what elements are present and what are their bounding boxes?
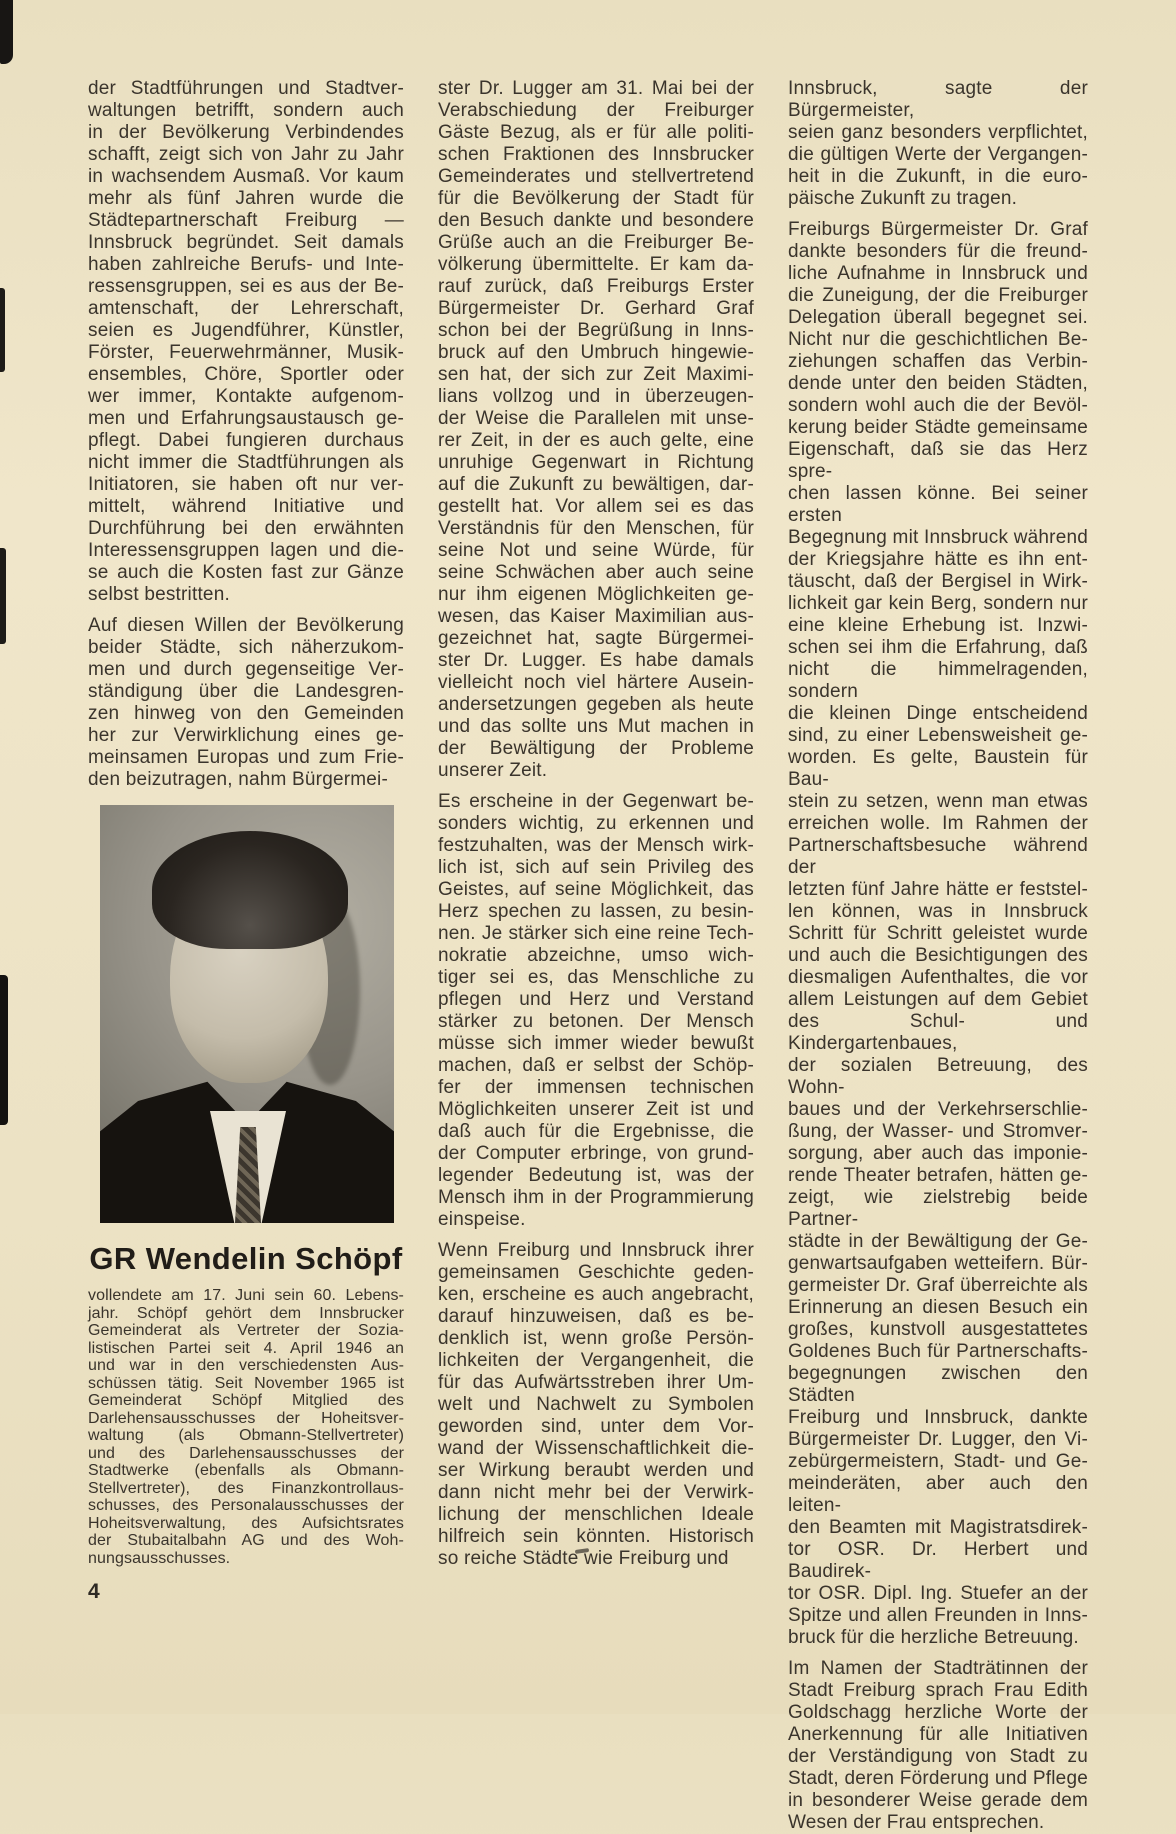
text-line: der Verständigung von Stadt zu xyxy=(788,1746,1088,1767)
text-line: fer der immensen technischen xyxy=(438,1077,754,1098)
text-line: seine Schwächen aber auch seine xyxy=(438,562,754,583)
text-line: geworden sind, unter dem Vor- xyxy=(438,1416,754,1437)
text-line: Delegation überall begegnet sei. xyxy=(788,307,1088,328)
photo-hair xyxy=(152,831,348,949)
text-line: seien ganz besonders verpflichtet, xyxy=(788,122,1088,143)
text-line: Freiburgs Bürgermeister Dr. Graf xyxy=(788,219,1088,240)
text-line: liche Aufnahme in Innsbruck und xyxy=(788,263,1088,284)
text-line: meinsamen Europas und zum Frie- xyxy=(88,747,404,768)
text-line: Partnerschaftsbesuche während der xyxy=(788,835,1088,878)
text-line: nungsausschusses. xyxy=(88,1549,231,1567)
text-line: men und durch gegenseitige Ver- xyxy=(88,659,404,680)
text-line: unserer Zeit. xyxy=(438,760,548,781)
text-line: bruck auf den Umbruch hingewie- xyxy=(438,342,754,363)
text-line: zebürgermeistern, Stadt- und Ge- xyxy=(788,1451,1088,1472)
text-line: hilfreich sein könnten. Historisch xyxy=(438,1526,754,1547)
scan-artifact xyxy=(0,548,6,644)
text-line: den Besuch dankte und besondere xyxy=(438,210,754,231)
text-line: men und Erfahrungsaustausch ge- xyxy=(88,408,404,429)
text-line: machen, daß er selbst der Schöp- xyxy=(438,1055,754,1076)
text-line: päische Zukunft zu tragen. xyxy=(788,188,1018,209)
text-line: dann nicht mehr bei der Verwirk- xyxy=(438,1482,754,1503)
text-line: Stadt Freiburg sprach Frau Edith xyxy=(788,1680,1088,1701)
text-line: Grüße auch an die Freiburger Be- xyxy=(438,232,754,253)
text-line: selbst bestritten. xyxy=(88,584,230,605)
text-line: pflegt. Dabei fungieren durchaus xyxy=(88,430,404,451)
text-line: chen lassen könne. Bei seiner ersten xyxy=(788,483,1088,526)
text-line: darauf hinzuweisen, daß es be- xyxy=(438,1306,754,1327)
text-line: gestellt hat. Vor allem sei es das xyxy=(438,496,754,517)
text-line: Bürgermeister Dr. Gerhard Graf xyxy=(438,298,754,319)
text-line: sind, zu einer Lebensweisheit ge- xyxy=(788,725,1088,746)
text-line: der Kriegsjahre hätte es ihn ent- xyxy=(788,549,1088,570)
text-line: des Schul- und Kindergartenbaues, xyxy=(788,1011,1088,1054)
text-line: lichkeit gar kein Berg, sondern nur xyxy=(788,593,1088,614)
text-line: letzten fünf Jahre hätte er feststel- xyxy=(788,879,1088,900)
text-line: vollendete am 17. Juni sein 60. Lebens- xyxy=(88,1287,404,1304)
text-line: sonders wichtig, zu erkennen und xyxy=(438,813,754,834)
text-line: schusses, des Personalausschusses der xyxy=(88,1497,404,1514)
text-line: der Stubaitalbahn AG und des Woh- xyxy=(88,1532,404,1549)
text-line: Innsbruck, sagte der Bürgermeister, xyxy=(788,78,1088,121)
text-line: Hoheitsverwaltung, des Aufsichtsrates xyxy=(88,1514,404,1532)
text-line: heit in die Zukunft, in die euro- xyxy=(788,166,1088,187)
text-line: Geistes, auf seine Möglichkeit, das xyxy=(438,879,754,900)
bio-paragraph xyxy=(88,1287,404,1567)
text-line: der Computer erbringe, von grund- xyxy=(438,1143,754,1164)
text-line: Möglichkeiten unserer Zeit ist und xyxy=(438,1099,754,1120)
photo-caption: GR Wendelin Schöpf xyxy=(89,1241,403,1276)
text-line: vielleicht noch viel härtere Ausein- xyxy=(438,672,754,693)
text-line: listischen Partei seit 4. April 1946 an xyxy=(88,1339,404,1357)
text-line: gemeinsamen Geschichte geden- xyxy=(438,1262,754,1283)
text-line: stärker zu betonen. Der Mensch xyxy=(438,1011,754,1032)
text-line: stein zu setzen, wenn man etwas xyxy=(788,791,1088,812)
text-line: Durchführung bei den erwähnten xyxy=(88,518,404,539)
text-line: diesmaligen Aufenthaltes, die vor xyxy=(788,967,1088,988)
text-line: und war in den verschiedensten Aus- xyxy=(88,1357,404,1374)
text-line: schen Fraktionen des Innsbrucker xyxy=(438,144,754,165)
text-line: Im Namen der Stadträtinnen der xyxy=(788,1658,1088,1679)
text-line: ster Dr. Lugger am 31. Mai bei der xyxy=(438,78,754,99)
text-line: len können, was in Innsbruck xyxy=(788,901,1088,922)
text-line: die gültigen Werte der Vergangen- xyxy=(788,144,1088,165)
text-line: Stadtwerke (ebenfalls als Obmann- xyxy=(88,1462,404,1479)
text-line: die Zuneigung, der die Freiburger xyxy=(788,285,1088,306)
text-line: ensembles, Chöre, Sportler oder xyxy=(88,364,404,385)
text-line: auf die Zukunft zu bewältigen, dar- xyxy=(438,474,754,495)
text-line: waltung (als Obmann-Stellvertreter) xyxy=(88,1427,404,1444)
text-line: Stadt, deren Förderung und Pflege xyxy=(788,1768,1088,1789)
text-line: ziehungen schaffen das Verbin- xyxy=(788,351,1088,372)
text-line: daß auch für die Ergebnisse, die xyxy=(438,1121,754,1142)
text-line: Schritt für Schritt geleistet wurde xyxy=(788,923,1088,944)
text-line: amtenschaft, der Lehrerschaft, xyxy=(88,298,404,319)
text-line: genwartsaufgaben wetteifern. Bür- xyxy=(788,1253,1088,1274)
text-line: nicht immer die Stadtführungen als xyxy=(88,452,404,473)
text-line: in wachsendem Ausmaß. Vor kaum xyxy=(88,166,404,187)
text-line: zeigt, wie zielstrebig beide Partner- xyxy=(788,1187,1088,1230)
text-line: Wenn Freiburg und Innsbruck ihrer xyxy=(438,1240,754,1261)
text-line: die kleinen Dinge entscheidend xyxy=(788,703,1088,724)
paragraph xyxy=(788,1658,1088,1834)
text-line: Wesen der Frau entsprechen. xyxy=(788,1812,1045,1833)
text-line: Mensch ihm in der Programmierung xyxy=(438,1187,754,1208)
text-line: seien es Jugendführer, Künstler, xyxy=(88,320,404,341)
scan-artifact xyxy=(0,975,8,1125)
text-line: Goldenes Buch für Partnerschafts- xyxy=(788,1341,1088,1362)
text-line: lians vollzog und in überzeugen- xyxy=(438,386,754,407)
text-line: tiger sei es, das Menschliche zu xyxy=(438,967,754,988)
text-line: der Weise die Parallelen mit unse- xyxy=(438,408,754,429)
text-line: meinderäten, aber auch den leiten- xyxy=(788,1473,1088,1516)
text-line: schon bei der Begrüßung in Inns- xyxy=(438,320,754,341)
text-line: waltungen betrifft, sondern auch xyxy=(88,100,404,121)
text-line: wer immer, Kontakte aufgenom- xyxy=(88,386,404,407)
text-line: für das Aufwärtsstreben ihrer Um- xyxy=(438,1372,754,1393)
text-line: Goldschagg herzliche Worte der xyxy=(788,1702,1088,1723)
text-line: welt und Nachwelt zu Symbolen xyxy=(438,1394,754,1415)
text-line: Städtepartnerschaft Freiburg — xyxy=(88,210,404,231)
text-line: mehr als fünf Jahren wurde die xyxy=(88,188,404,209)
text-line: für die Bevölkerung der Stadt für xyxy=(438,188,754,209)
text-line: legender Bedeutung ist, was der xyxy=(438,1165,754,1186)
text-line: ständigung über die Landesgren- xyxy=(88,681,404,702)
text-line: schafft, zeigt sich von Jahr zu Jahr xyxy=(88,144,404,165)
text-line: haben zahlreiche Berufs- und Inte- xyxy=(88,254,404,275)
text-line: städte in der Bewältigung der Ge- xyxy=(788,1231,1088,1252)
text-line: ser Wirkung beraubt werden und xyxy=(438,1460,754,1481)
paragraph xyxy=(438,1240,754,1570)
paragraph xyxy=(88,615,404,791)
text-line: Anerkennung für alle Initiativen xyxy=(788,1724,1088,1745)
text-line: nicht die himmelragenden, sondern xyxy=(788,659,1088,702)
text-line: Eigenschaft, daß sie das Herz spre- xyxy=(788,439,1088,482)
text-line: dankte besonders für die freund- xyxy=(788,241,1088,262)
text-line: in besonderer Weise gerade dem xyxy=(788,1790,1088,1811)
portrait-photo xyxy=(100,805,394,1223)
text-line: Innsbruck begründet. Seit damals xyxy=(88,232,404,253)
text-line: se auch die Kosten fast zur Gänze xyxy=(88,562,404,583)
text-line: Verabschiedung der Freiburger xyxy=(438,100,754,121)
text-line: der sozialen Betreuung, des Wohn- xyxy=(788,1055,1088,1098)
text-line: pflegen und Herz und Verstand xyxy=(438,989,754,1010)
text-line: schen sei ihm die Erfahrung, daß xyxy=(788,637,1088,658)
text-line: germeister Dr. Graf überreichte als xyxy=(788,1275,1088,1296)
text-line: Interessensgruppen lagen und die- xyxy=(88,540,404,561)
text-line: lichung der menschlichen Ideale xyxy=(438,1504,754,1525)
text-line: nur ihm eigenen Möglichkeiten ge- xyxy=(438,584,754,605)
text-line: so reiche Städte wie Freiburg und xyxy=(438,1548,729,1569)
text-line: gezeichnet hat, sagte Bürgermei- xyxy=(438,628,754,649)
text-line: tor OSR. Dr. Herbert und Baudirek- xyxy=(788,1539,1088,1582)
text-line: ressensgruppen, sei es aus der Be- xyxy=(88,276,404,297)
text-line: seine Not und seine Würde, für xyxy=(438,540,754,561)
text-line: Gemeinderat als Vertreter der Sozia- xyxy=(88,1322,404,1339)
text-line: jahr. Schöpf gehört dem Innsbrucker xyxy=(88,1304,404,1322)
text-line: müsse sich immer wieder bewußt xyxy=(438,1033,754,1054)
column-2 xyxy=(438,78,754,1570)
text-line: allem Leistungen auf dem Gebiet xyxy=(788,989,1088,1010)
text-line: der Stadtführungen und Stadtver- xyxy=(88,78,404,99)
text-line: baues und der Verkehrserschlie- xyxy=(788,1099,1088,1120)
column-1 xyxy=(88,78,404,1567)
text-line: sondern wohl auch die der Bevöl- xyxy=(788,395,1088,416)
text-line: tor OSR. Dipl. Ing. Stuefer an der xyxy=(788,1583,1088,1604)
text-line: nen. Je stärker sich eine reine Tech- xyxy=(438,923,754,944)
text-line: Bürgermeister Dr. Lugger, den Vi- xyxy=(788,1429,1088,1450)
text-line: wesen, das Kaiser Maximilian aus- xyxy=(438,606,754,627)
text-line: täuscht, daß der Bergisel in Wirk- xyxy=(788,571,1088,592)
text-line: Gemeinderat Schöpf Mitglied des xyxy=(88,1392,404,1409)
text-line: und das sollte uns Mut machen in xyxy=(438,716,754,737)
text-line: unruhige Gegenwart in Richtung xyxy=(438,452,754,473)
text-line: Gemeinderates und stellvertretend xyxy=(438,166,754,187)
text-line: denklich ist, wenn große Persön- xyxy=(438,1328,754,1349)
scan-artifact xyxy=(0,0,13,64)
text-line: der Bewältigung der Probleme xyxy=(438,738,754,759)
text-line: in der Bevölkerung Verbindendes xyxy=(88,122,404,143)
text-line: und des Darlehensausschusses der xyxy=(88,1444,404,1462)
text-line: Herz spechen zu lassen, zu besin- xyxy=(438,901,754,922)
text-line: ßung, der Wasser- und Stromver- xyxy=(788,1121,1088,1142)
text-line: lichkeiten der Vergangenheit, die xyxy=(438,1350,754,1371)
text-line: Freiburg und Innsbruck, dankte xyxy=(788,1407,1088,1428)
text-line: Initiatoren, sie haben oft nur ver- xyxy=(88,474,404,495)
text-line: und auch die Besichtigungen des xyxy=(788,945,1088,966)
text-line: erreichen wolle. Im Rahmen der xyxy=(788,813,1088,834)
text-line: bruck für die herzliche Betreuung. xyxy=(788,1627,1079,1648)
text-line: zen hinweg von den Gemeinden xyxy=(88,703,404,724)
text-line: wand der Wissenschaftlichkeit die- xyxy=(438,1438,754,1459)
text-line: ken, erscheine es auch angebracht, xyxy=(438,1284,754,1305)
text-line: rer Zeit, in der es auch gelte, eine xyxy=(438,430,754,451)
text-line: den beizutragen, nahm Bürgermei- xyxy=(88,769,389,790)
text-line: lich ist, sich auf sein Privileg des xyxy=(438,857,754,878)
text-line: Es erscheine in der Gegenwart be- xyxy=(438,791,754,812)
text-line: Erinnerung an diesen Besuch ein xyxy=(788,1297,1088,1318)
text-line: worden. Es gelte, Baustein für Bau- xyxy=(788,747,1088,790)
text-line: sen hat, der sich zur Zeit Maximi- xyxy=(438,364,754,385)
paragraph xyxy=(788,78,1088,210)
paragraph xyxy=(88,78,404,606)
text-line: völkerung übermittelte. Er kam da- xyxy=(438,254,754,275)
text-line: Begegnung mit Innsbruck während xyxy=(788,527,1088,548)
text-line: sorgung, aber auch das imponie- xyxy=(788,1143,1088,1164)
scan-artifact xyxy=(0,288,5,372)
text-line: Förster, Feuerwehrmänner, Musik- xyxy=(88,342,404,363)
text-line: her zur Verwirklichung eines ge- xyxy=(88,725,404,746)
text-line: begegnungen zwischen den Städten xyxy=(788,1363,1088,1406)
text-line: dende unter den beiden Städten, xyxy=(788,373,1088,394)
paragraph xyxy=(438,78,754,782)
paragraph xyxy=(788,219,1088,1649)
column-3 xyxy=(788,78,1088,1834)
text-line: nokratie abzeichne, umso wich- xyxy=(438,945,754,966)
text-line: rauf zurück, daß Freiburgs Erster xyxy=(438,276,754,297)
text-line: schüssen tätig. Seit November 1965 ist xyxy=(88,1374,404,1392)
text-line: festzuhalten, was der Mensch wirk- xyxy=(438,835,754,856)
paragraph xyxy=(438,791,754,1231)
text-line: Darlehensausschusses der Hoheitsver- xyxy=(88,1409,404,1427)
text-line: andersetzungen gegeben als heute xyxy=(438,694,754,715)
text-line: rende Theater betrafen, hätten ge- xyxy=(788,1165,1088,1186)
text-line: kerung beider Städte gemeinsame xyxy=(788,417,1088,438)
text-line: großes, kunstvoll ausgestattetes xyxy=(788,1319,1088,1340)
text-line: ster Dr. Lugger. Es habe damals xyxy=(438,650,754,671)
text-line: Nicht nur die geschichtlichen Be- xyxy=(788,329,1088,350)
text-line: beider Städte, sich näherzukom- xyxy=(88,637,404,658)
text-line: einspeise. xyxy=(438,1209,526,1230)
text-line: eine kleine Erhebung ist. Inzwi- xyxy=(788,615,1088,636)
text-line: den Beamten mit Magistratsdirek- xyxy=(788,1517,1088,1538)
text-line: Spitze und allen Freunden in Inns- xyxy=(788,1605,1088,1626)
text-line: Verständnis für den Menschen, für xyxy=(438,518,754,539)
text-line: Stellvertreter), des Finanzkontrollaus- xyxy=(88,1479,404,1497)
text-line: Gäste Bezug, als er für alle politi- xyxy=(438,122,754,143)
text-line: mittelt, während Initiative und xyxy=(88,496,404,517)
text-line: Auf diesen Willen der Bevölkerung xyxy=(88,615,404,636)
page-number: 4 xyxy=(88,1580,100,1603)
